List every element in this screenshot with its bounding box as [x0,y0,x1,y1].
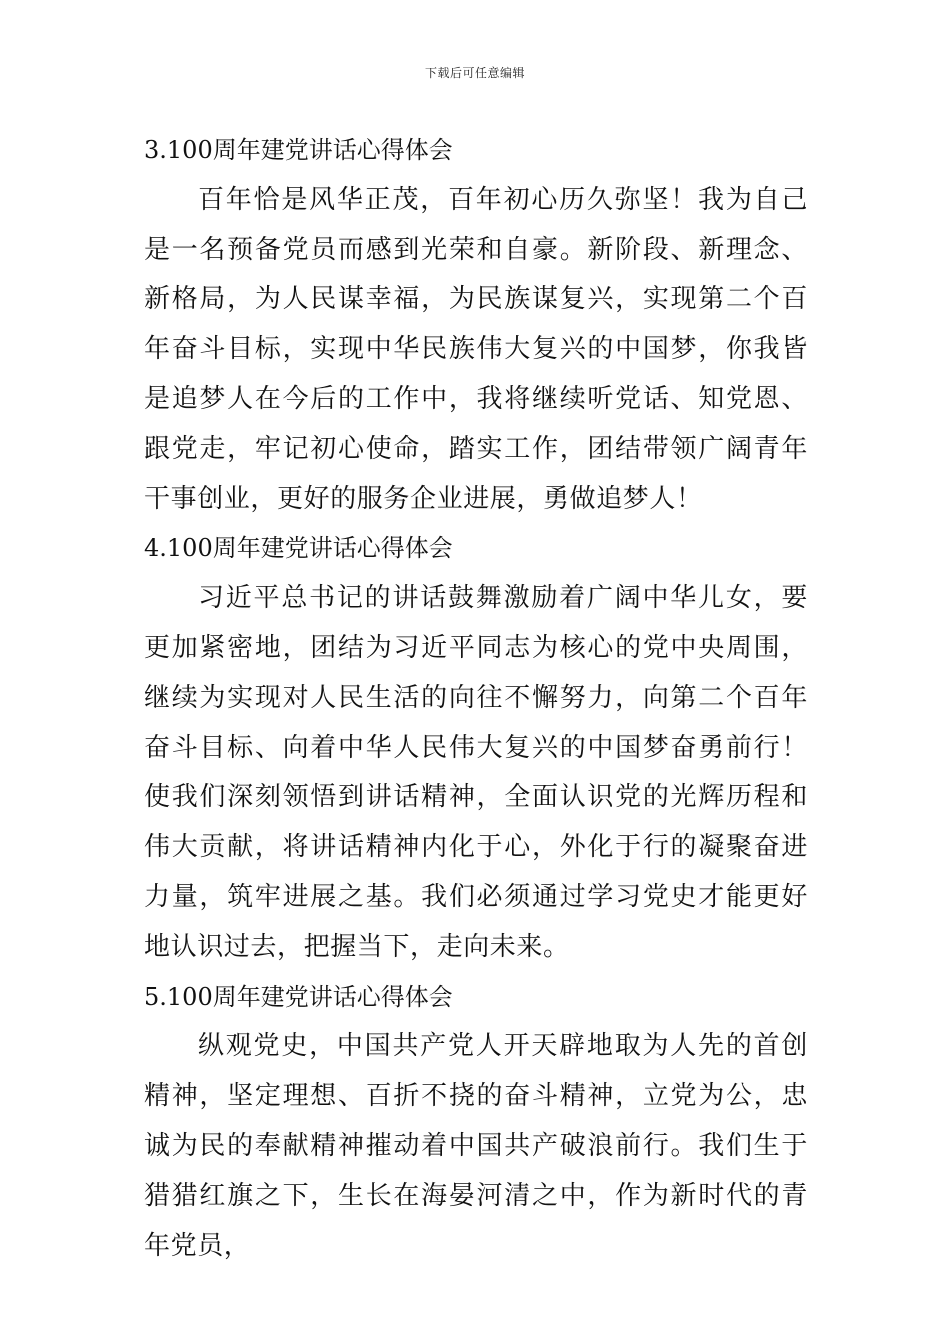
section-paragraph: 纵观党史，中国共产党人开天辟地取为人先的首创精神，坚定理想、百折不挠的奋斗精神，立党为公，忠诚为民的奉献精神摧动着中国共产破浪前行。我们生于猎猎红旗之下，生长在海晏河清之中，作为新时代的青年党员， [144,1031,808,1261]
section-heading: 4.100周年建党讲话心得体会 [144,534,453,563]
section-heading: 5.100周年建党讲话心得体会 [144,982,453,1011]
section-paragraph: 习近平总书记的讲话鼓舞激励着广阔中华儿女，要更加紧密地，团结为习近平同志为核心的党中央周围，继续为实现对人民生活的向往不懈努力，向第二个百年奋斗目标、向着中华人民伟大复兴的中国梦奋勇前行！使我们深刻领悟到讲话精神，全面认识党的光辉历程和伟大贡献，将讲话精神内化于心，外化于行的凝聚奋进力量，筑牢进展之基。我们必须通过学习党史才能更好地认识过去，把握当下，走向未来。 [144,583,808,962]
section-4 [144,524,808,972]
page-header-note: 下载后可任意编辑 [424,66,525,80]
section-3 [144,126,808,524]
section-5 [144,973,808,1272]
document-body [144,126,808,1271]
section-paragraph: 百年恰是风华正茂，百年初心历久弥坚！我为自己是一名预备党员而感到光荣和自豪。新阶段、新理念、新格局，为人民谋幸福，为民族谋复兴，实现第二个百年奋斗目标，实现中华民族伟大复兴的中国梦，你我皆是追梦人在今后的工作中，我将继续听党话、知党恩、跟党走，牢记初心使命，踏实工作，团结带领广阔青年干事创业，更好的服务企业进展，勇做追梦人！ [144,184,808,514]
section-heading: 3.100周年建党讲话心得体会 [144,136,453,164]
